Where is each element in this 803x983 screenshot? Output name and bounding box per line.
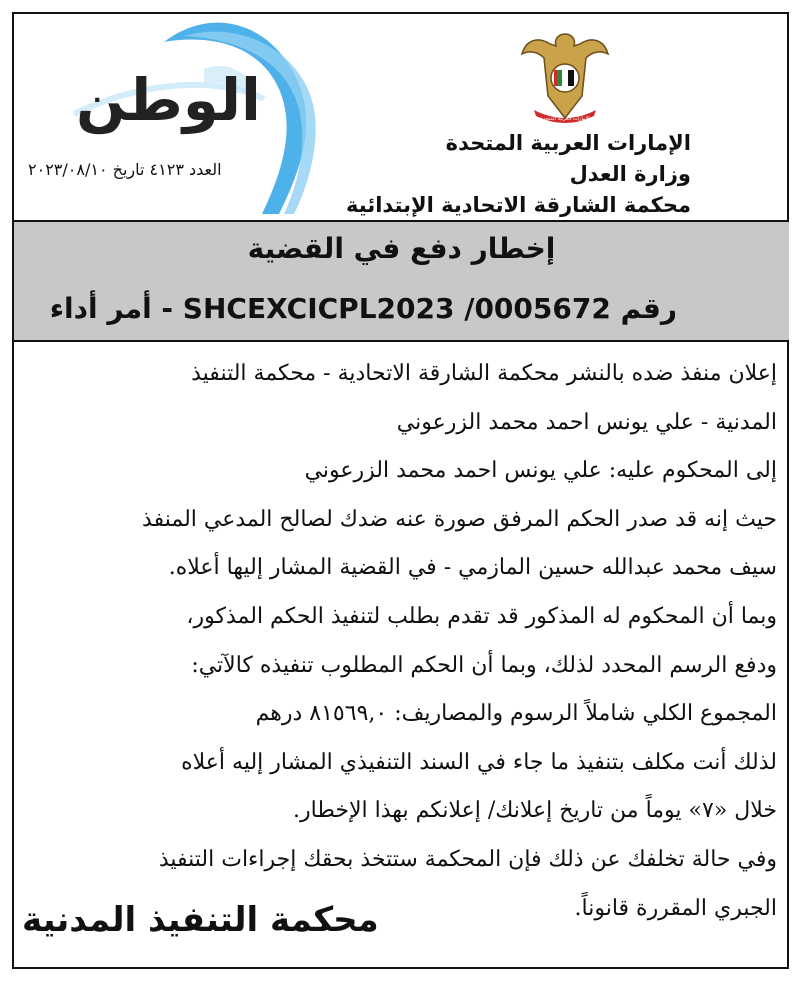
header — [14, 14, 789, 220]
issue-line: العدد ٤١٢٣ تاريخ ٢٠٢٣/٠٨/١٠ — [28, 160, 222, 179]
uae-emblem — [520, 26, 610, 126]
newspaper-logo — [14, 14, 344, 220]
body-line: حيث إنه قد صدر الحكم المرفق صورة عنه ضدك لصالح المدعي المنفذ — [142, 506, 777, 532]
body-line: إلى المحكوم عليه: علي يونس احمد محمد الزرعوني — [304, 458, 777, 484]
svg-text:الإمارات العربية المتحدة: الإمارات العربية المتحدة — [540, 116, 590, 122]
body-line: إعلان منفذ ضده بالنشر محكمة الشارقة الاتحادية - محكمة التنفيذ — [191, 361, 777, 386]
title-band — [14, 220, 789, 342]
notice-title: إخطار دفع في القضية — [247, 232, 556, 265]
body-line: لذلك أنت مكلف بتنفيذ ما جاء في السند التنفيذي المشار إليه أعلاه — [181, 749, 777, 775]
notice-body — [17, 350, 777, 933]
ministry-name: وزارة العدل — [569, 162, 691, 186]
ministry-block — [346, 128, 691, 221]
newspaper-title: الوطن — [76, 66, 261, 134]
body-line: الجبري المقررة قانوناً. — [574, 895, 777, 921]
case-number: رقم SHCEXCICPL2023 /0005672 - أمر أداء — [49, 292, 677, 325]
body-line: ودفع الرسم المحدد لذلك، وبما أن الحكم المطلوب تنفيذه كالآتي: — [191, 652, 777, 678]
signature: محكمة التنفيذ المدنية — [22, 900, 379, 940]
country-name: الإمارات العربية المتحدة — [445, 131, 691, 155]
body-line: خلال «٧» يوماً من تاريخ إعلانك/ إعلانكم بهذا الإخطار. — [293, 798, 777, 824]
body-line: وبما أن المحكوم له المذكور قد تقدم بطلب لتنفيذ الحكم المذكور، — [186, 603, 777, 629]
body-line: وفي حالة تخلفك عن ذلك فإن المحكمة ستتخذ بحقك إجراءات التنفيذ — [158, 846, 777, 872]
body-line: المجموع الكلي شاملاً الرسوم والمصاريف: ٨١٥٦٩,٠ درهم — [255, 701, 777, 727]
body-line: المدنية - علي يونس احمد محمد الزرعوني — [396, 409, 777, 435]
body-line: سيف محمد عبدالله حسين المازمي - في القضية المشار إليها أعلاه. — [168, 555, 777, 581]
court-name: محكمة الشارقة الاتحادية الإبتدائية — [346, 193, 691, 217]
